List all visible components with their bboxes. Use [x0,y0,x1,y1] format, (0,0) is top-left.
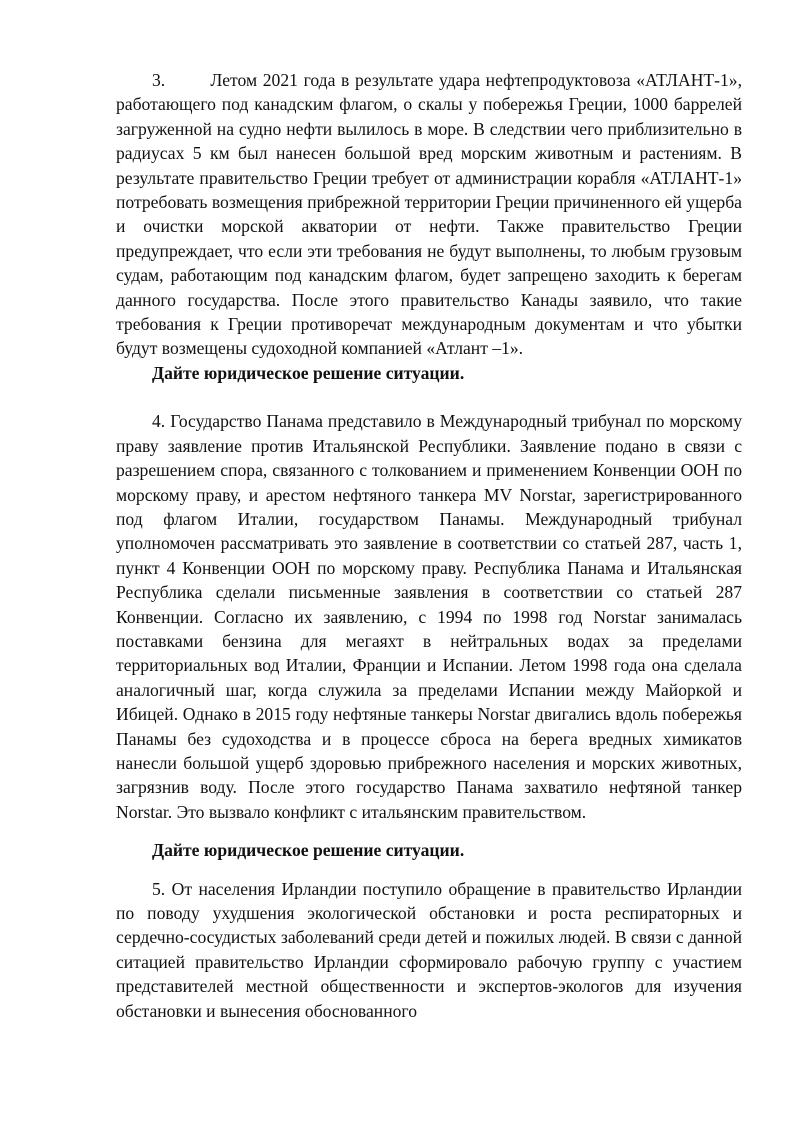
document-page [116,68,747,1023]
spacer [116,385,742,409]
task-5-paragraph: 5. От населения Ирландии поступило обращение в правительство Ирландии по поводу ухудшения экологической обстановки и роста респираторных и сердечно-сосудистых заболеваний среди детей и пожилых людей. В связи с данной ситацией правительство Ирландии сформировало рабочую группу с участием представителей местной общественности и экспертов-экологов для изучения обстановки и вынесения обоснованного [116,878,742,1021]
task-3-paragraph: 3. Летом 2021 года в результате удара нефтепродуктовоза «АТЛАНТ-1», работающего под канадским флагом, о скалы у побережья Греции, 1000 баррелей загруженной на судно нефти вылилось в море. В следствии чего приблизительно в радиусах 5 км был нанесен большой вред морским животным и растениям. В результате правительство Греции требует от администрации корабля «АТЛАНТ-1» потребовать возмещения прибрежной территории Греции причиненного ей ущерба и очистки морской акватории от нефти. Также правительство Греции предупреждает, что если эти требования не будут выполнены, то любым грузовым судам, работающим под канадским флагом, будет запрещено заходить к берегам данного государства. После этого правительство Канады заявило, что такие требования к Греции противоречат международным документам и что убытки будут возмещены судоходной компанией «Атлант –1». [116,70,747,359]
spacer [116,863,742,877]
task-4-heading: Дайте юридическое решение ситуации. [152,840,465,861]
spacer [116,824,742,838]
task-3-heading: Дайте юридическое решение ситуации. [152,362,465,383]
task-4-paragraph: 4. Государство Панама представило в Международный трибунал по морскому праву заявление против Итальянской Республики. Заявление подано в связи с разрешением спора, связанного с толкованием и применением Конвенции ООН по морскому праву, и арестом нефтяного танкера MV Norstar, зарегистрированного под флагом Италии, государством Панамы. Международный трибунал уполномочен рассматривать это заявление в соответствии со статьей 287, часть 1, пункт 4 Конвенции ООН по морскому праву. Республика Панама и Итальянская Республика сделали письменные заявления в соответствии со статьей 287 Конвенции. Согласно их заявлению, с 1994 по 1998 год Norstar занималась поставками бензина для мегаяхт в нейтральных водах за пределами территориальных вод Италии, Франции и Испании. Летом 1998 года она сделала аналогичный шаг, когда служила за пределами Испании между Майоркой и Ибицей. Однако в 2015 году нефтяные танкеры Norstar двигались вдоль побережья Панамы без судоходства и в процессе сброса на берега вредных химикатов нанесли большой ущерб здоровью прибрежного населения и морских животных, загрязнив воду. После этого государство Панама захватило нефтяной танкер Norstar. Это вызвало конфликт с итальянским правительством. [116,411,742,822]
